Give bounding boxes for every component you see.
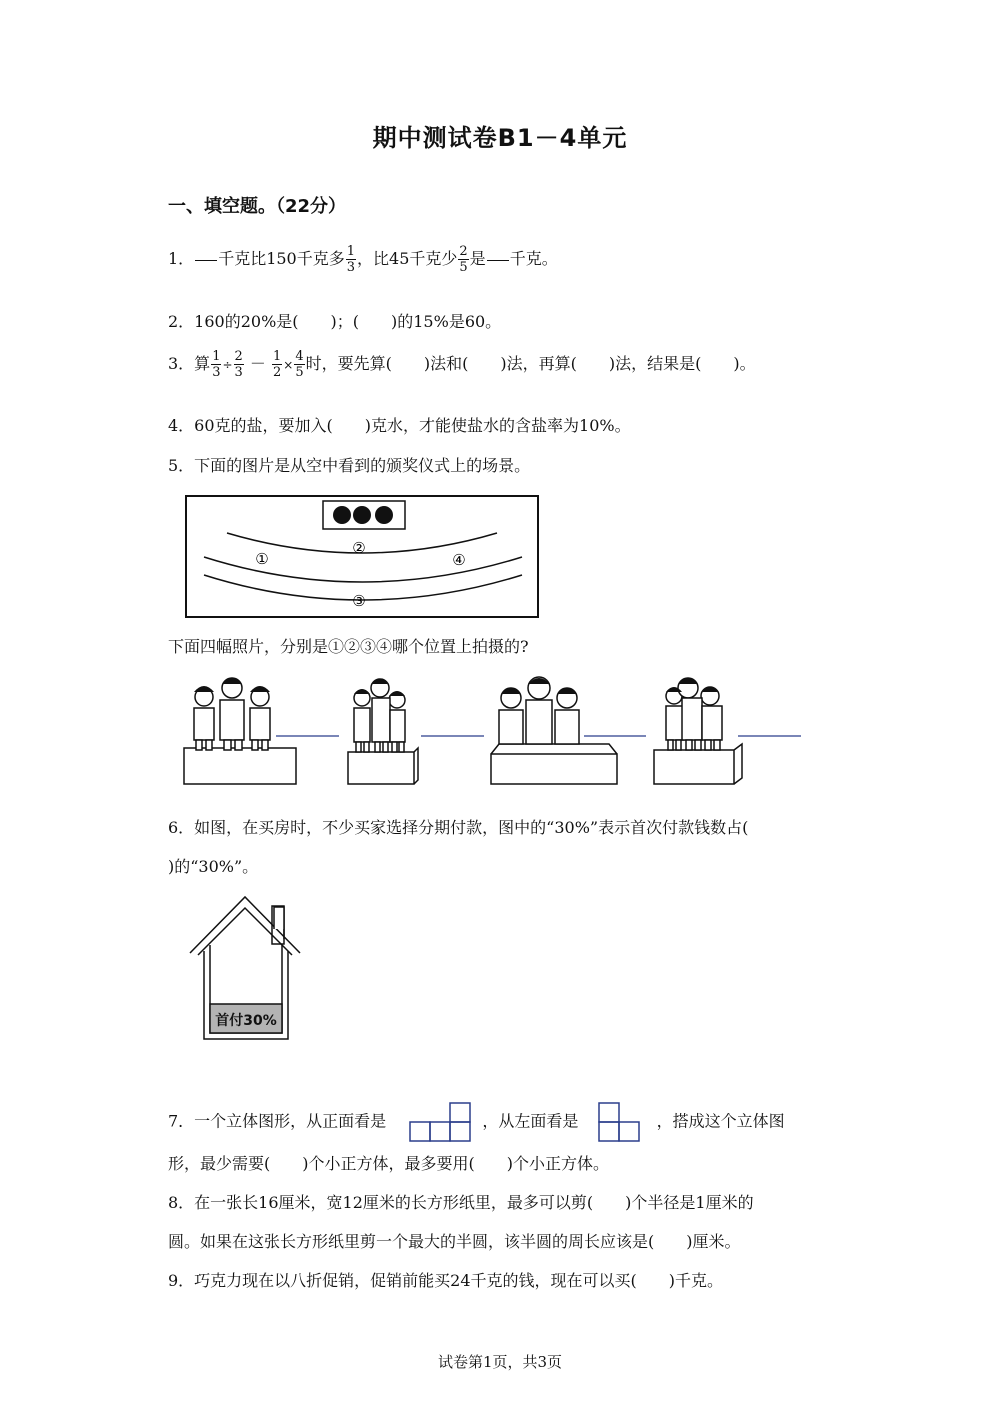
question-2: 2．160的20%是( )；( )的15%是60。	[168, 312, 502, 331]
question-3	[168, 349, 756, 380]
photo-1	[184, 678, 296, 784]
q1-blank-1[interactable]	[195, 259, 217, 261]
award-ceremony-diagram	[182, 493, 542, 623]
q3-prefix: 3．算	[168, 354, 211, 373]
q1-fraction-2: $\frac{2}{5}$	[459, 244, 468, 275]
question-5-sub: 下面四幅照片，分别是①②③④哪个位置上拍摄的?	[168, 637, 529, 656]
question-8-line-1: 8．在一张长16厘米，宽12厘米的长方形纸里，最多可以剪( )个半径是1厘米的	[168, 1193, 754, 1212]
q3-op-multiply: ×	[283, 358, 294, 372]
q1-text-4: 千克。	[509, 249, 558, 268]
q3-text: 时，要先算( )法和( )法，再算( )法，结果是( )。	[305, 354, 756, 373]
position-label: ③	[352, 592, 366, 610]
podium-person-dot	[375, 506, 393, 524]
q3-op-divide: ÷	[222, 358, 233, 372]
house-diagram	[188, 893, 308, 1048]
left-view-icon	[587, 1101, 647, 1143]
q3-fraction-b: $\frac{2}{3}$	[234, 349, 243, 380]
q1-blank-2[interactable]	[487, 259, 509, 261]
q3-fraction-c: $\frac{1}{2}$	[273, 349, 282, 380]
question-6-line-1: 6．如图，在买房时，不少买家选择分期付款，图中的“30%”表示首次付款钱数占(	[168, 818, 749, 837]
position-label: ④	[452, 551, 466, 569]
q7-text-2: ，从左面看是	[482, 1111, 579, 1131]
q7-text-3: ，搭成这个立体图	[656, 1111, 785, 1131]
q1-number: 1．	[168, 249, 195, 268]
q1-text-1: 千克比150千克多	[218, 249, 345, 268]
page-title: 期中测试卷B1－4单元	[372, 124, 628, 152]
position-label: ②	[352, 539, 366, 557]
q1-fraction-1: $\frac{1}{3}$	[346, 244, 356, 275]
podium-person-dot	[333, 506, 351, 524]
q3-op-minus: －	[249, 354, 266, 373]
question-6-line-2: )的“30%”。	[168, 857, 259, 876]
podium-person-dot	[353, 506, 371, 524]
photo-2	[348, 679, 418, 784]
photo-3	[491, 677, 617, 784]
position-label: ①	[255, 550, 269, 568]
q1-text-2: ，比45千克少	[357, 249, 458, 268]
q3-fraction-d: $\frac{4}{5}$	[295, 349, 304, 380]
down-payment-label: 首付30%	[215, 1013, 277, 1029]
question-7-line-1	[168, 1101, 785, 1143]
question-9: 9．巧克力现在以八折促销，促销前能买24千克的钱，现在可以买( )千克。	[168, 1271, 724, 1290]
page-footer: 试卷第1页，共3页	[437, 1353, 563, 1371]
question-5: 5．下面的图片是从空中看到的颁奖仪式上的场景。	[168, 456, 531, 475]
photo-4	[654, 678, 742, 784]
question-7-line-2: 形，最少需要( )个小正方体，最多要用( )个小正方体。	[168, 1154, 609, 1173]
q3-fraction-a: $\frac{1}{3}$	[212, 349, 221, 380]
front-view-icon	[395, 1101, 473, 1143]
question-4: 4．60克的盐，要加入( )克水，才能使盐水的含盐率为10%。	[168, 416, 631, 435]
q1-text-3: 是	[469, 249, 486, 268]
photos-row	[176, 672, 816, 792]
question-8-line-2: 圆。如果在这张长方形纸里剪一个最大的半圆，该半圆的周长应该是( )厘米。	[168, 1232, 741, 1251]
q7-text-1: 7．一个立体图形，从正面看是	[168, 1111, 387, 1131]
section-heading: 一、填空题。（22分）	[168, 196, 347, 217]
question-1	[168, 244, 558, 275]
